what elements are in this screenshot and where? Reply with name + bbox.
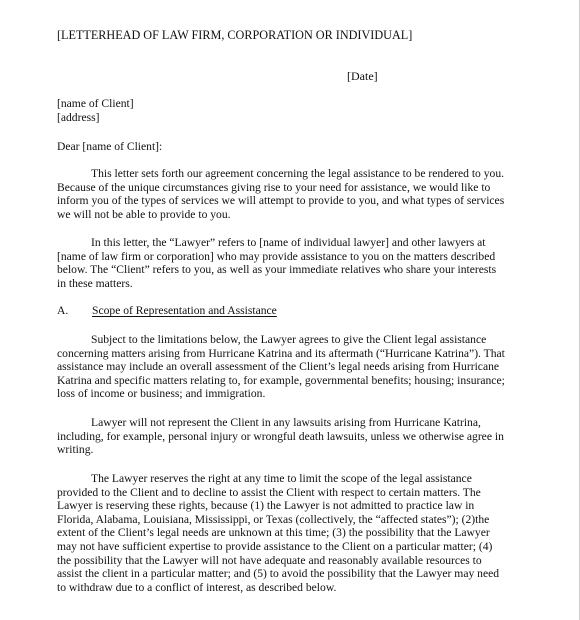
paragraph-line: In this letter, the “Lawyer” refers to [name of individual lawyer] and other lawyers at bbox=[91, 236, 486, 249]
paragraph-line: assistance may include an overall assessment of the Client’s legal needs arising from Hurricane bbox=[57, 360, 500, 374]
paragraph-line: including, for example, personal injury or wrongful death lawsuits, unless we otherwise agree in bbox=[57, 429, 504, 443]
paragraph-line: Lawyer is reserving these rights, because (1) the Lawyer is not admitted to practice law in bbox=[57, 499, 475, 513]
paragraph-line: may not have sufficient expertise to provide assistance to the Client on a particular matter; (4) bbox=[57, 539, 493, 553]
paragraph-line: Lawyer will not represent the Client in any lawsuits arising from Hurricane Katrina, bbox=[91, 416, 481, 429]
salutation: Dear [name of Client]: bbox=[57, 140, 163, 153]
paragraph-line: below. The “Client” refers to you, as well as your immediate relatives who share your interests bbox=[57, 263, 497, 277]
paragraph-line: the possibility that the Lawyer will not have adequate and reasonably available resources to bbox=[57, 553, 482, 567]
paragraph-line: Florida, Alabama, Louisiana, Mississippi, or Texas (collectively, the “affected states”); (2)the bbox=[57, 512, 490, 526]
paragraph-line: concerning matters arising from Hurricane Katrina and its aftermath (“Hurricane Katrina”). That bbox=[57, 346, 505, 360]
paragraph-line: Katrina and specific matters relating to, for example, governmental benefits; housing; insurance; bbox=[57, 373, 505, 387]
date: [Date] bbox=[347, 69, 378, 83]
paragraph-line: inform you of the types of services we will attempt to provide to you, and what types of services bbox=[57, 194, 505, 208]
paragraph-line: loss of income or business; and immigration. bbox=[57, 387, 266, 401]
section-letter: A. bbox=[57, 304, 69, 317]
client-name: [name of Client] bbox=[57, 97, 134, 110]
paragraph-line: writing. bbox=[57, 443, 94, 457]
paragraph-line: Subject to the limitations below, the Lawyer agrees to give the Client legal assistance bbox=[91, 333, 487, 346]
paragraph-line: extent of the Client’s legal needs are unknown at this time; (3) the possibility that the Lawyer bbox=[57, 526, 490, 540]
paragraph-line: in these matters. bbox=[57, 276, 133, 290]
paragraph-line: provided to the Client and to decline to assist the Client with respect to certain matters. The bbox=[57, 485, 481, 499]
paragraph-line: to withdraw due to a conflict of interest, as described below. bbox=[57, 580, 337, 594]
paragraph-line: [name of law firm or corporation] who may provide assistance to you on the matters described bbox=[57, 249, 496, 263]
paragraph-line: assist the client in a particular matter; and (5) to avoid the possibility that the Lawyer may need bbox=[57, 567, 500, 581]
paragraph-definitions bbox=[57, 236, 527, 290]
paragraph-agreement bbox=[57, 167, 527, 221]
section-heading: Scope of Representation and Assistance bbox=[92, 304, 277, 317]
paragraph-line: The Lawyer reserves the right at any time to limit the scope of the legal assistance bbox=[91, 472, 472, 485]
paragraph-line: we will not be able to provide to you. bbox=[57, 207, 231, 221]
paragraph-line: This letter sets forth our agreement concerning the legal assistance to be rendered to you. bbox=[91, 167, 505, 180]
paragraph-lawsuits bbox=[57, 416, 527, 457]
paragraph-reservation bbox=[57, 472, 527, 594]
paragraph-line: Because of the unique circumstances giving rise to your need for assistance, we would like to bbox=[57, 180, 491, 194]
client-address: [address] bbox=[57, 111, 100, 124]
letterhead: [LETTERHEAD OF LAW FIRM, CORPORATION OR INDIVIDUAL] bbox=[57, 28, 413, 42]
paragraph-scope bbox=[57, 333, 527, 401]
